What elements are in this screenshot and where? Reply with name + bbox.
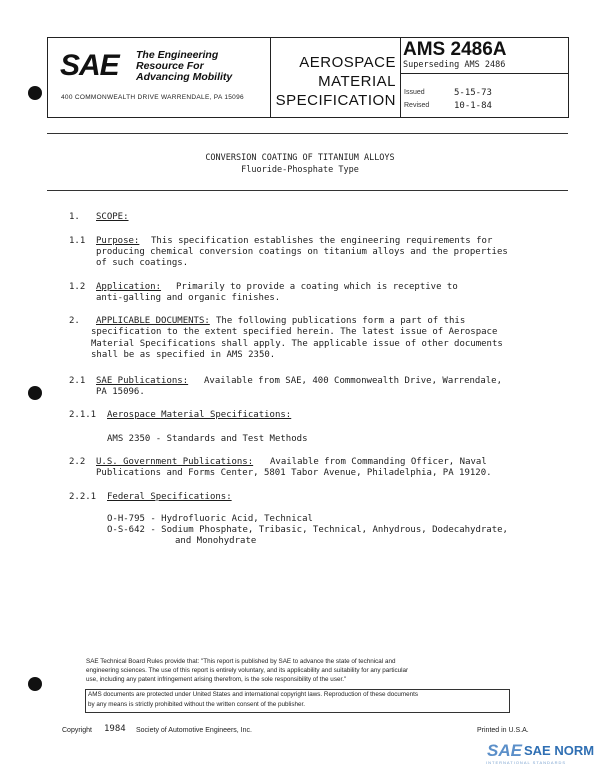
separator-top <box>47 133 568 134</box>
header-divider <box>270 38 271 117</box>
section-1-2-text: Primarily to provide a coating which is receptive to <box>176 282 458 292</box>
document-type: AEROSPACE MATERIAL SPECIFICATION <box>275 54 396 109</box>
section-1-1-text: producing chemical conversion coatings on titanium alloys and the properties <box>96 247 508 257</box>
header-divider-right <box>400 38 401 117</box>
section-2-text: The following publications form a part of this <box>216 316 466 326</box>
section-1-2-title: Application: <box>96 282 162 292</box>
section-2-1-number: 2.1 <box>69 376 86 386</box>
section-1-1-title: Purpose: <box>96 236 140 246</box>
section-2-2-1-item: O-S-642 - Sodium Phosphate, Tribasic, Technical, Anhydrous, Dodecahydrate, <box>107 525 508 535</box>
section-2-2-1-title: Federal Specifications: <box>107 492 232 502</box>
copyright-year: 1984 <box>104 724 126 734</box>
sae-norm-subtitle: INTERNATIONAL STANDARDS <box>486 760 567 765</box>
ams-divider <box>400 73 568 74</box>
ams-number: AMS 2486A <box>403 39 507 60</box>
revised-date: 10-1-84 <box>454 101 492 111</box>
section-2-2-text: Available from Commanding Officer, Naval <box>270 457 487 467</box>
section-2-1-1-number: 2.1.1 <box>69 410 97 420</box>
sae-norm-text: SAE NORM <box>524 743 595 758</box>
copyright-word: Copyright <box>62 727 92 734</box>
footer-rules: engineering sciences. The use of this report is entirely voluntary, and its applicability and suitability for any particular <box>86 667 409 674</box>
section-2-2-1-item: and Monohydrate <box>175 536 257 546</box>
section-2-1-text: Available from SAE, 400 Commonwealth Drive, Warrendale, <box>204 376 503 386</box>
punch-hole-top <box>28 86 42 100</box>
issued-date: 5-15-73 <box>454 88 492 98</box>
section-1-2-number: 1.2 <box>69 282 86 292</box>
copyright-org: Society of Automotive Engineers, Inc. <box>136 727 252 734</box>
document-header <box>47 37 569 118</box>
section-2-title: APPLICABLE DOCUMENTS: <box>96 316 210 326</box>
section-2-2-title: U.S. Government Publications: <box>96 457 254 467</box>
section-1-1-number: 1.1 <box>69 236 86 246</box>
section-2-text: shall be as specified in AMS 2350. <box>91 350 276 360</box>
section-2-2-1-number: 2.2.1 <box>69 492 97 502</box>
sae-norm-logo: SAE <box>487 741 522 760</box>
sae-logo: SAE <box>60 49 119 82</box>
sae-address: 400 COMMONWEALTH DRIVE WARRENDALE, PA 15096 <box>61 94 244 101</box>
footer-rules: use, including any patent infringement arising therefrom, is the sole responsibility of the user." <box>86 676 347 683</box>
punch-hole-bottom <box>28 677 42 691</box>
section-1-1-text: This specification establishes the engineering requirements for <box>151 236 493 246</box>
section-1-1-text: of such coatings. <box>96 258 189 268</box>
section-1-number: 1. <box>69 212 80 222</box>
section-2-text: specification to the extent specified herein. The latest issue of Aerospace <box>91 327 498 337</box>
sae-tagline: The Engineering Resource For Advancing Mobility <box>136 49 233 83</box>
printed-in: Printed in U.S.A. <box>477 727 529 734</box>
section-2-1-title: SAE Publications: <box>96 376 189 386</box>
section-2-1-text: PA 15096. <box>96 387 145 397</box>
section-1-2-text: anti-galling and organic finishes. <box>96 293 281 303</box>
document-subtitle: Fluoride-Phosphate Type <box>241 165 359 175</box>
copyright-notice: by any means is strictly prohibited without the written consent of the publisher. <box>88 701 306 708</box>
document-title: CONVERSION COATING OF TITANIUM ALLOYS <box>205 153 395 163</box>
revised-label: Revised <box>404 102 430 109</box>
punch-hole-middle <box>28 386 42 400</box>
copyright-notice: AMS documents are protected under United States and international copyright laws. Reproduction of these documents <box>88 691 419 698</box>
section-2-2-text: Publications and Forms Center, 5801 Tabor Avenue, Philadelphia, PA 19120. <box>96 468 492 478</box>
separator-bottom <box>47 190 568 191</box>
section-2-2-1-item: O-H-795 - Hydrofluoric Acid, Technical <box>107 514 313 524</box>
issued-label: Issued <box>404 89 425 96</box>
superseding-note: Superseding AMS 2486 <box>403 60 506 70</box>
section-2-number: 2. <box>69 316 80 326</box>
section-1-title: SCOPE: <box>96 212 129 222</box>
footer-rules: SAE Technical Board Rules provide that: "This report is published by SAE to advance the state of technical and <box>86 658 396 665</box>
section-2-1-1-title: Aerospace Material Specifications: <box>107 410 292 420</box>
section-2-text: Material Specifications shall apply. The applicable issue of other documents <box>91 339 503 349</box>
section-2-1-1-item: AMS 2350 - Standards and Test Methods <box>107 434 308 444</box>
section-2-2-number: 2.2 <box>69 457 86 467</box>
